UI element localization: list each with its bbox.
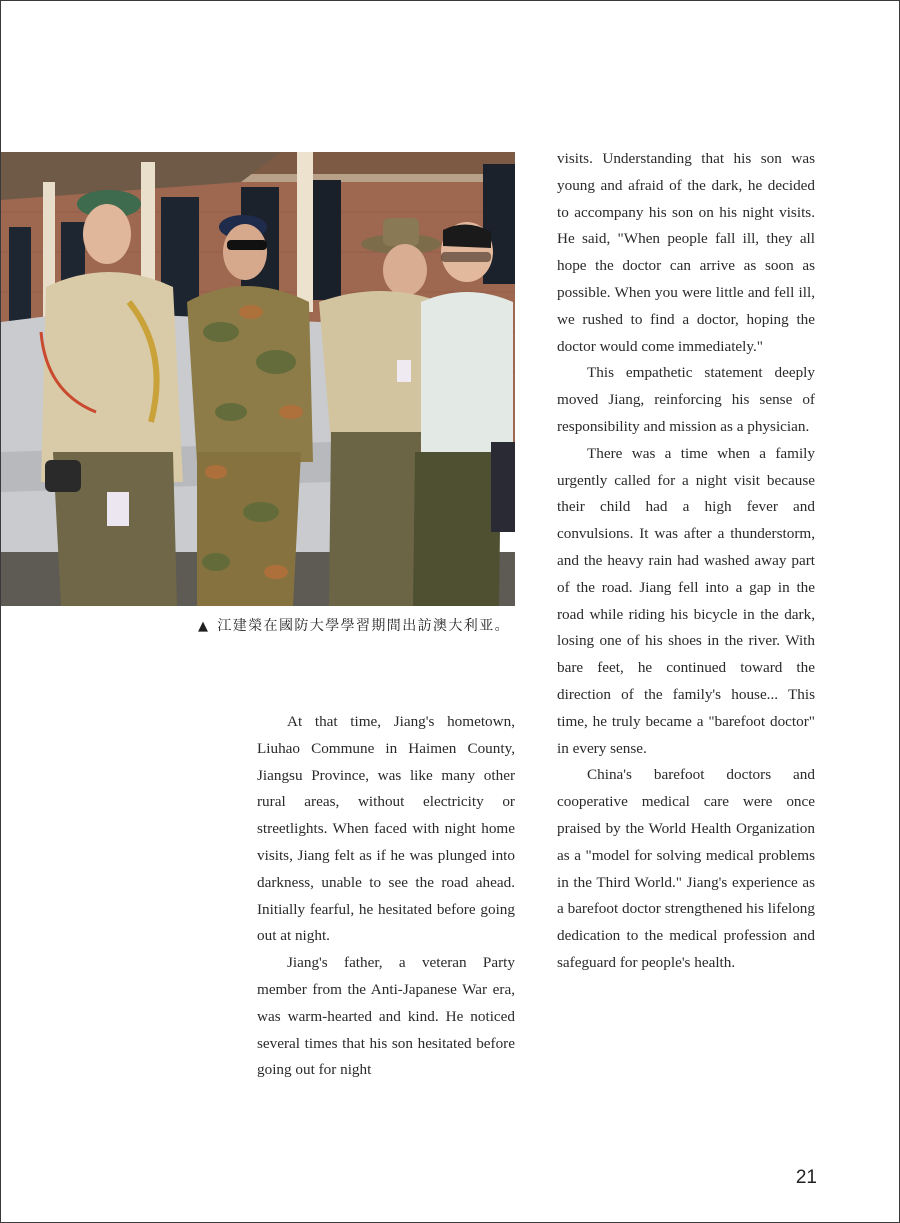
paragraph: This empathetic statement deeply moved Jiang, reinforcing his sense of responsibility and mission as a physician. — [557, 364, 815, 435]
paragraph: Jiang's father, a veteran Party member from the Anti-Japanese War era, was warm-hearted and kind. He noticed several times that his son hesitated before going out for night — [257, 954, 515, 1079]
left-text-column — [257, 709, 515, 1084]
photo-image — [1, 152, 515, 606]
caption-text: 江建榮在國防大學學習期間出訪澳大利亚。 — [217, 618, 511, 634]
caption-marker-icon: ▲ — [198, 619, 210, 634]
paragraph: China's barefoot doctors and cooperative medical care were once praised by the World Health Organization as a "model for solving medical problems in the Third World." Jiang's experience as a barefoot doctor strengthened his lifelong dedication to the medical profession and safeguard for people's health. — [557, 766, 815, 971]
right-text-column — [557, 146, 815, 977]
paragraph: At that time, Jiang's hometown, Liuhao Commune in Haimen County, Jiangsu Province, was like many other rural areas, without electricity or streetlights. When faced with night home visits, Jiang felt as if he was plunged into darkness, unable to see the road ahead. Initially fearful, he hesitated before going out at night. — [257, 713, 515, 945]
group-photo — [1, 152, 515, 606]
photo-caption — [198, 615, 520, 635]
paragraph: There was a time when a family urgently called for a night visit because their child had a high fever and convulsions. It was after a thunderstorm, and the heavy rain had washed away part of the road. Jiang fell into a gap in the road while riding his bicycle in the dark, losing one of his shoes in the river. With bare feet, he continued toward the direction of the family's house... This time, he truly became a "barefoot doctor" in every sense. — [557, 444, 815, 757]
paragraph: visits. Understanding that his son was young and afraid of the dark, he decided to accompany his son on his night visits. He said, "When people fall ill, they all hope the doctor can arrive as soon as possible. When you were little and fell ill, we rushed to find a doctor, hoping the doctor would come immediately." — [557, 150, 815, 355]
page-number: 21 — [795, 1167, 817, 1188]
